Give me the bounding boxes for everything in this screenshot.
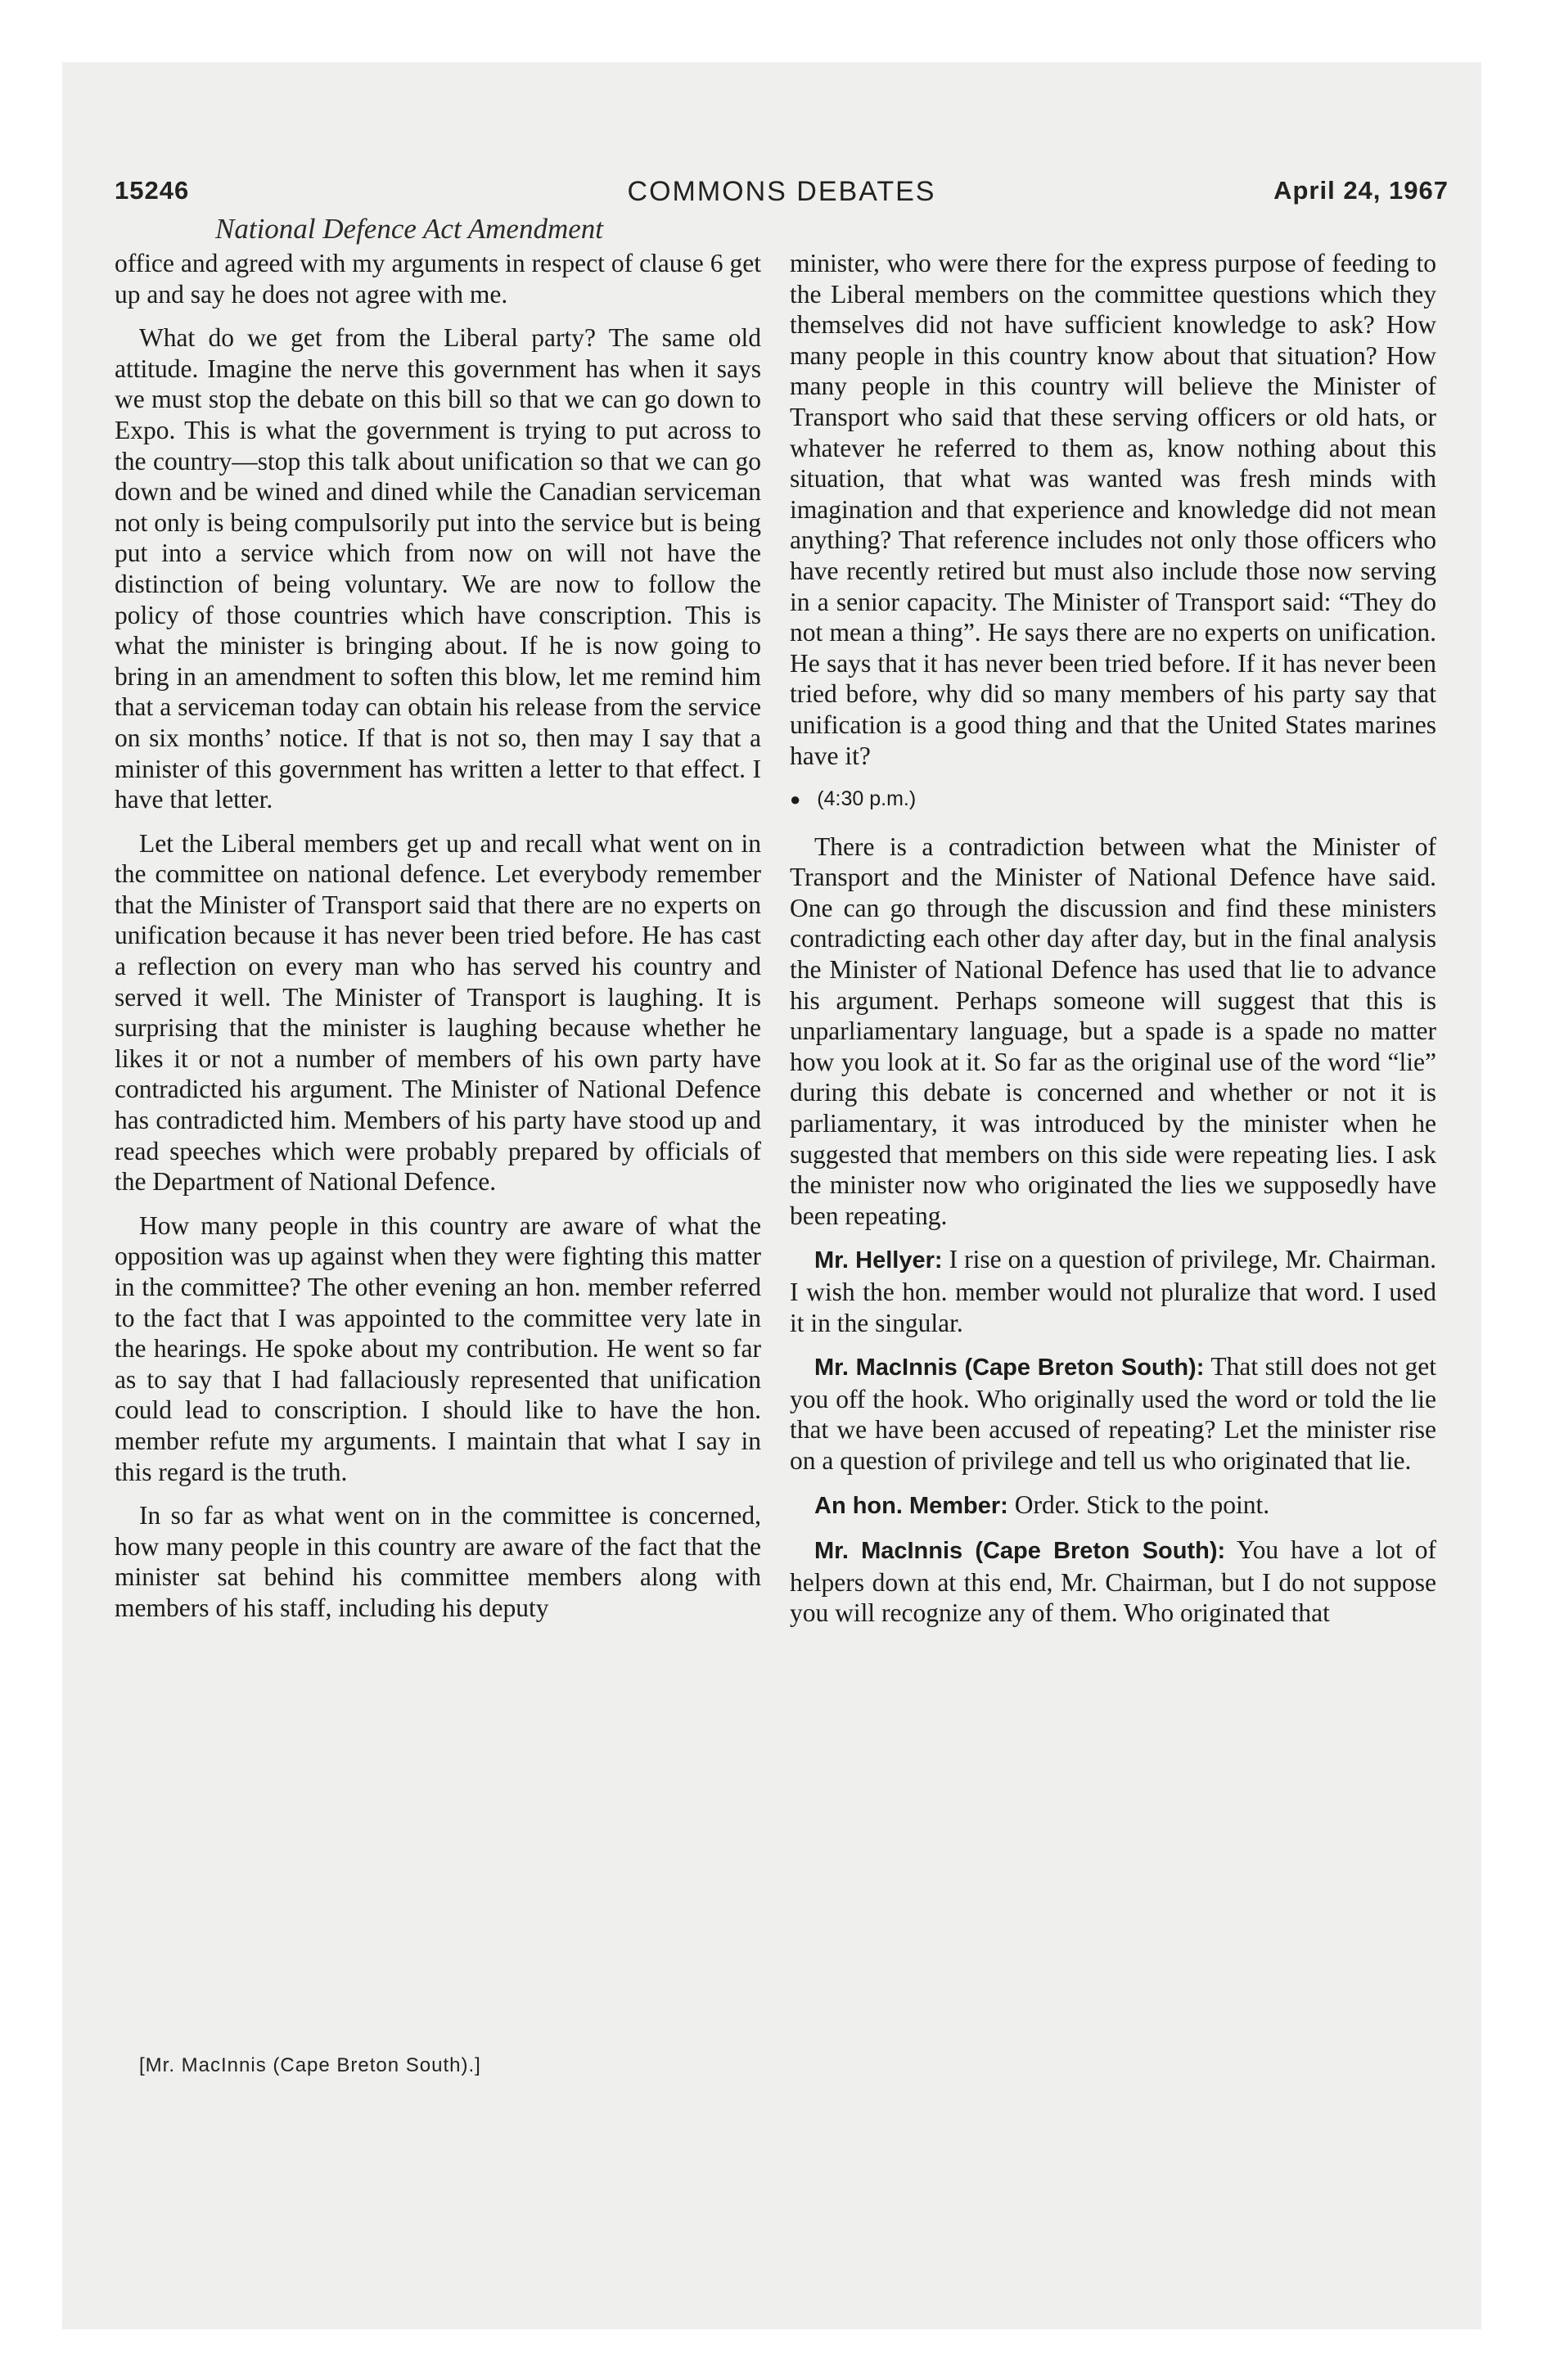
time-marker-text: (4:30 p.m.) [817,787,917,811]
paragraph: office and agreed with my arguments in respect of clause 6 get up and say he does not agree with me. [115,249,761,309]
page-header [115,176,1449,217]
speaker-name: An hon. Member: [814,1492,1008,1519]
time-marker [790,784,1436,815]
speech [790,1244,1436,1338]
speech-text: You have a lot of helpers down at this end, Mr. Chairman, but I do not suppose you will recognize any of them. Who originated that [790,1535,1436,1628]
speaker-name: Mr. MacInnis (Cape Breton South): [814,1355,1205,1382]
speech-text: That still does not get you off the hook. Who originally used the word or told the lie that we have been accused of repeating? Let the minister rise on a question of privilege and tell us who originated that lie. [790,1352,1437,1475]
paragraph: How many people in this country are aware of what the opposition was up against when they were fighting this matter in the committee? The other evening an hon. member referred to the fact that I was appointed to the committee very late in the hearings. He spoke about my contribution. He went so far as to say that I had fallaciously represented that unification could lead to conscription. I should like to have the hon. member refute my arguments. I maintain that what I say in this regard is the truth. [115,1210,761,1486]
speech [790,1490,1436,1522]
paragraph: In so far as what went on in the committee is concerned, how many people in this country are aware of the fact that the minister sat behind his committee members along with members of his staff, including his deputy [115,1501,761,1622]
speech [790,1535,1436,1629]
right-column [790,248,1436,1642]
speaker-name: Mr. Hellyer: [814,1247,943,1274]
left-column [115,248,761,1637]
speech-text: Order. Stick to the point. [1014,1490,1270,1519]
speech [790,1351,1436,1476]
section-title: National Defence Act Amendment [215,213,604,245]
bullet-icon: ● [790,789,801,810]
paragraph: What do we get from the Liberal party? The same old attitude. Imagine the nerve this government has when it says we must stop the debate on this bill so that we can go down to Expo. This is what the government is trying to put across to the country—stop this talk about unification so that we can go down and be wined and dined while the Canadian serviceman not only is being compulsorily put into the service but is being put into a service which from now on will not have the distinction of being voluntary. We are now to follow the policy of those countries which have conscription. This is what the minister is bringing about. If he is now going to bring in an amendment to soften this blow, let me remind him that a serviceman today can obtain his release from the service on six months’ notice. If that is not so, then may I say that a minister of this government has written a letter to that effect. I have that letter. [115,323,761,814]
page-date: April 24, 1967 [1273,176,1449,205]
running-head: COMMONS DEBATES [627,176,936,207]
speaker-name: Mr. MacInnis (Cape Breton South): [814,1538,1226,1565]
speaker-footnote: [Mr. MacInnis (Cape Breton South).] [139,2054,481,2076]
paragraph: minister, who were there for the express purpose of feeding to the Liberal members on the committee questions which they themselves did not have sufficient knowledge to ask? How many people in this country know about that situation? How many people in this country will believe the Minister of Transport who said that these serving officers or old hats, or whatever he referred to them as, know nothing about this situation, that what was wanted was fresh minds with imagination and that experience and knowledge did not mean anything? That reference includes not only those officers who have recently retired but must also include those now serving in a senior capacity. The Minister of Transport said: “They do not mean a thing”. He says there are no experts on unification. He says that it has never been tried before. If it has never been tried before, why did so many members of his party say that unification is a good thing and that the United States marines have it? [790,249,1436,770]
page-number: 15246 [115,176,190,205]
paragraph: There is a contradiction between what the Minister of Transport and the Minister of National Defence have said. One can go through the discussion and find these ministers contradicting each other day after day, but in the final analysis the Minister of National Defence has used that lie to advance his argument. Perhaps someone will suggest that this is unparliamentary language, but a spade is a spade no matter how you look at it. So far as the original use of the word “lie” during this debate is concerned and whether or not it is parliamentary, it was introduced by the minister when he suggested that members on this side were repeating lies. I ask the minister now who originated the lies we supposedly have been repeating. [790,832,1436,1230]
speech-text: I rise on a question of privilege, Mr. Chairman. I wish the hon. member would not pluralize that word. I used it in the singular. [790,1245,1437,1337]
paragraph: Let the Liberal members get up and recall what went on in the committee on national defence. Let everybody remember that the Minister of Transport said that there are no experts on unification because it has never been tried before. He has cast a reflection on every man who has served his country and served it well. The Minister of Transport is laughing. It is surprising that the minister is laughing because whether he likes it or not a number of members of his own party have contradicted his argument. The Minister of National Defence has contradicted him. Members of his party have stood up and read speeches which were probably prepared by officials of the Department of National Defence. [115,828,761,1197]
